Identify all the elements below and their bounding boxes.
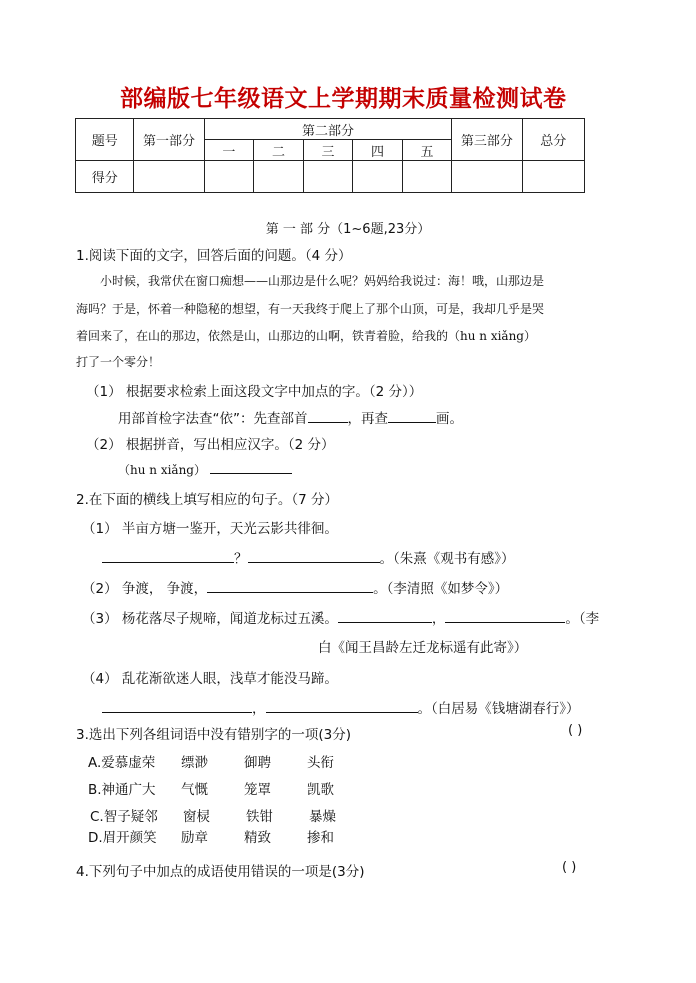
question-4-stem: 4.下列句子中加点的成语使用错误的一项是(3分) xyxy=(76,864,365,880)
option-term: 笼罩 xyxy=(244,782,271,798)
poem-source: 。（李 xyxy=(565,611,600,627)
passage-line: 小时候，我常伏在窗口痴想——山那边是什么呢？妈妈给我说过：海！哦，山那边是 xyxy=(100,274,545,288)
answer-blank[interactable] xyxy=(445,610,565,623)
poem-source: 。（朱熹《观书有感》） xyxy=(379,551,515,567)
section-heading: 第 一 部 分（1~6题,23分） xyxy=(265,222,431,237)
poem-fill-line xyxy=(102,547,515,567)
option-term: C.智子疑邻 xyxy=(90,809,158,825)
row-label-score: 得分 xyxy=(76,161,134,193)
answer-parentheses[interactable]: ( ) xyxy=(568,723,583,738)
option-term: 头衔 xyxy=(307,755,334,771)
option-term: 气慨 xyxy=(181,782,208,798)
score-cell[interactable] xyxy=(254,161,304,193)
option-term: 缥渺 xyxy=(181,755,208,771)
answer-blank[interactable] xyxy=(210,461,292,474)
poem-line: （4） 乱花渐欲迷人眼，浅草才能没马蹄。 xyxy=(82,671,338,687)
option-a xyxy=(88,751,334,771)
sub-header: 三 xyxy=(303,140,353,161)
poem-fill-line xyxy=(82,577,508,597)
poem-fill-line xyxy=(82,607,599,627)
score-cell[interactable] xyxy=(303,161,353,193)
option-term: A.爱慕虚荣 xyxy=(88,755,156,771)
option-term: 精致 xyxy=(244,830,271,846)
page-title: 部编版七年级语文上学期期末质量检测试卷 xyxy=(120,86,567,112)
question-3-stem: 3.选出下列各组词语中没有错别字的一项(3分) xyxy=(76,727,352,743)
fill-text: ，再查 xyxy=(347,411,388,427)
question-1-sub1-fill xyxy=(118,407,463,427)
option-term: 御聘 xyxy=(244,755,271,771)
option-term: 掺和 xyxy=(307,830,334,846)
score-cell[interactable] xyxy=(134,161,204,193)
answer-blank[interactable] xyxy=(248,550,380,563)
fill-text: 用部首检字法查“依”：先查部首 xyxy=(118,411,308,427)
header-question-number: 题号 xyxy=(76,119,134,161)
score-cell[interactable] xyxy=(402,161,452,193)
fill-text: 画。 xyxy=(436,411,463,427)
answer-blank[interactable] xyxy=(338,610,432,623)
passage-line: 海吗？于是，怀着一种隐秘的想望，有一天我终于爬上了那个山顶，可是，我却几乎是哭 xyxy=(76,302,545,316)
question-1-sub2: （2） 根据拼音，写出相应汉字。（2 分） xyxy=(86,437,335,453)
option-c xyxy=(90,805,336,825)
score-table xyxy=(75,118,585,193)
option-b xyxy=(88,778,334,798)
poem-line: （3） 杨花落尽子规啼，闻道龙标过五溪。 xyxy=(82,611,338,627)
fill-text: ， xyxy=(252,701,266,717)
answer-blank[interactable] xyxy=(266,700,418,713)
answer-blank[interactable] xyxy=(102,700,252,713)
poem-line: （1） 半亩方塘一鉴开，天光云影共徘徊。 xyxy=(82,521,338,537)
poem-line: （2） 争渡， 争渡， xyxy=(82,581,208,597)
question-1-sub1: （1） 根据要求检索上面这段文字中加点的字。（2 分）） xyxy=(86,384,423,400)
sub-header: 一 xyxy=(204,140,254,161)
passage-line: 着回来了，在山的那边，依然是山，山那边的山啊，铁青着脸，给我的（hu n xiǎng） xyxy=(76,329,536,343)
answer-blank[interactable] xyxy=(102,550,234,563)
answer-blank[interactable] xyxy=(207,580,373,593)
poem-source: 白《闻王昌龄左迁龙标遥有此寄》） xyxy=(318,640,528,656)
poem-source: 。（白居易《钱塘湖春行》） xyxy=(417,701,580,717)
poem-fill-line xyxy=(102,697,580,717)
option-d xyxy=(88,826,334,846)
sub-header: 四 xyxy=(353,140,403,161)
header-part-two: 第二部分 xyxy=(204,119,452,140)
question-1-stem: 1.阅读下面的文字，回答后面的问题。（4 分） xyxy=(76,248,352,264)
option-term: B.神通广大 xyxy=(88,782,156,798)
option-term: 铁钳 xyxy=(246,809,273,825)
fill-text: ？ xyxy=(234,551,248,567)
option-term: 凯歌 xyxy=(307,782,334,798)
option-term: 窗棂 xyxy=(183,809,210,825)
score-cell[interactable] xyxy=(522,161,584,193)
question-1-sub2-line xyxy=(118,461,292,478)
option-term: 励章 xyxy=(181,830,208,846)
header-total: 总分 xyxy=(522,119,584,161)
score-cell[interactable] xyxy=(452,161,522,193)
option-term: 暴燥 xyxy=(309,809,336,825)
answer-blank[interactable] xyxy=(388,410,436,423)
score-cell[interactable] xyxy=(204,161,254,193)
poem-source: 。（李清照《如梦令》） xyxy=(373,581,509,597)
header-part-one: 第一部分 xyxy=(134,119,204,161)
answer-parentheses[interactable]: ( ) xyxy=(562,860,577,875)
score-cell[interactable] xyxy=(353,161,403,193)
header-part-three: 第三部分 xyxy=(452,119,522,161)
option-term: D.眉开颜笑 xyxy=(88,830,157,846)
passage-line: 打了一个零分！ xyxy=(76,355,161,369)
pinyin-text: （hu n xiǎng） xyxy=(118,463,206,477)
question-2-stem: 2.在下面的横线上填写相应的句子。（7 分） xyxy=(76,492,339,508)
sub-header: 二 xyxy=(254,140,304,161)
fill-text: ， xyxy=(431,611,446,627)
answer-blank[interactable] xyxy=(308,410,348,423)
sub-header: 五 xyxy=(402,140,452,161)
